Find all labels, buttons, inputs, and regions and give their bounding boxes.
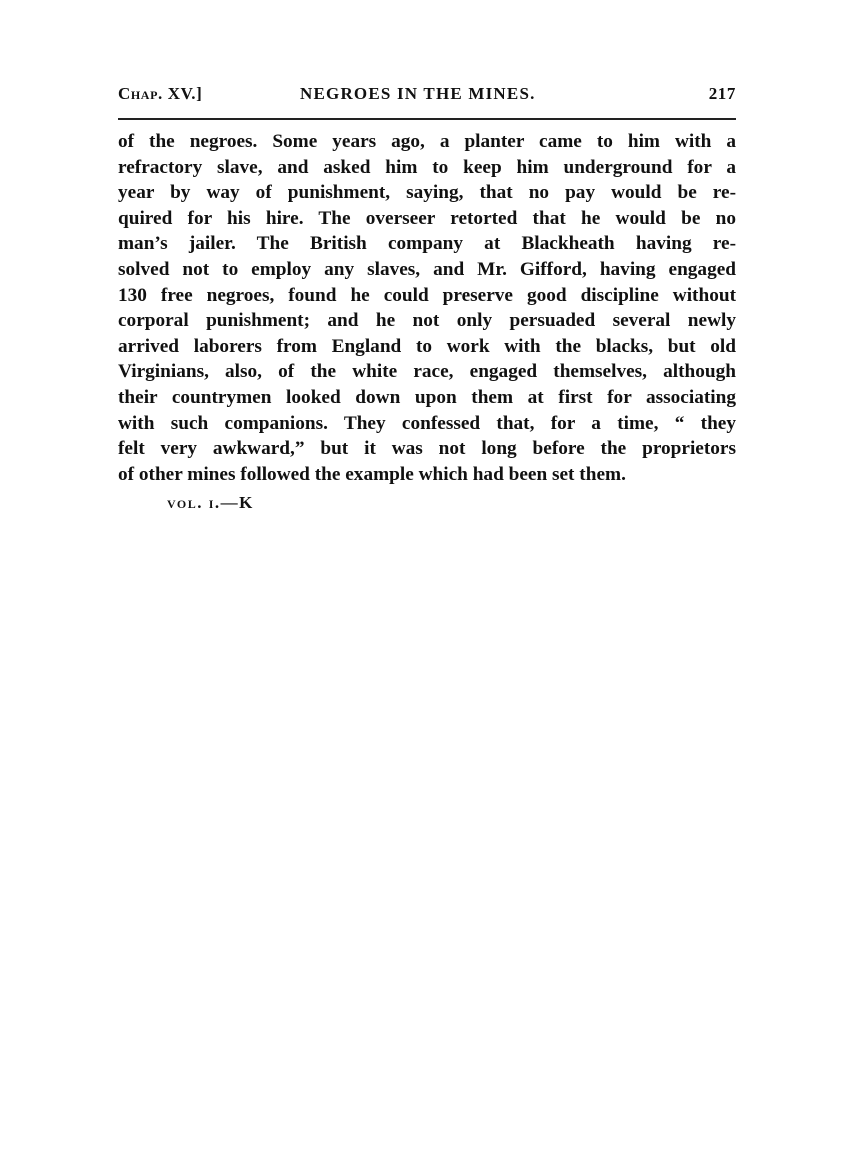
header-rule	[118, 118, 736, 120]
text-line: corporal punishment; and he not only persuaded several newly	[118, 310, 736, 332]
running-title: NEGROES IN THE MINES.	[300, 84, 536, 103]
page-number: 217	[708, 84, 736, 103]
text-line: of the negroes. Some years ago, a planter came to him with a	[118, 131, 736, 152]
text-line: man’s jailer. The British company at Blackheath having re-	[118, 233, 736, 255]
chapter-label: Chap. XV.]	[118, 84, 203, 103]
text-line: year by way of punishment, saying, that no pay would be re-	[118, 182, 736, 204]
text-line: felt very awkward,” but it was not long before the proprietors	[118, 438, 736, 460]
text-line: with such companions. They confessed that, for a time, “ they	[118, 412, 736, 434]
running-header	[118, 84, 736, 108]
printer-signature: vol. i.—K	[167, 493, 254, 512]
text-line: Virginians, also, of the white race, engaged themselves, although	[118, 361, 736, 383]
body-paragraph	[118, 129, 736, 487]
text-line: of other mines followed the example which had been set them.	[118, 463, 626, 485]
text-line: 130 free negroes, found he could preserve good discipline without	[118, 284, 736, 306]
text-line: solved not to employ any slaves, and Mr. Gifford, having engaged	[118, 258, 736, 280]
text-line: their countrymen looked down upon them at first for associating	[118, 386, 736, 408]
text-line: quired for his hire. The overseer retorted that he would be no	[118, 207, 736, 229]
text-line: refractory slave, and asked him to keep him underground for a	[118, 156, 736, 178]
text-line: arrived laborers from England to work with the blacks, but old	[118, 335, 736, 357]
